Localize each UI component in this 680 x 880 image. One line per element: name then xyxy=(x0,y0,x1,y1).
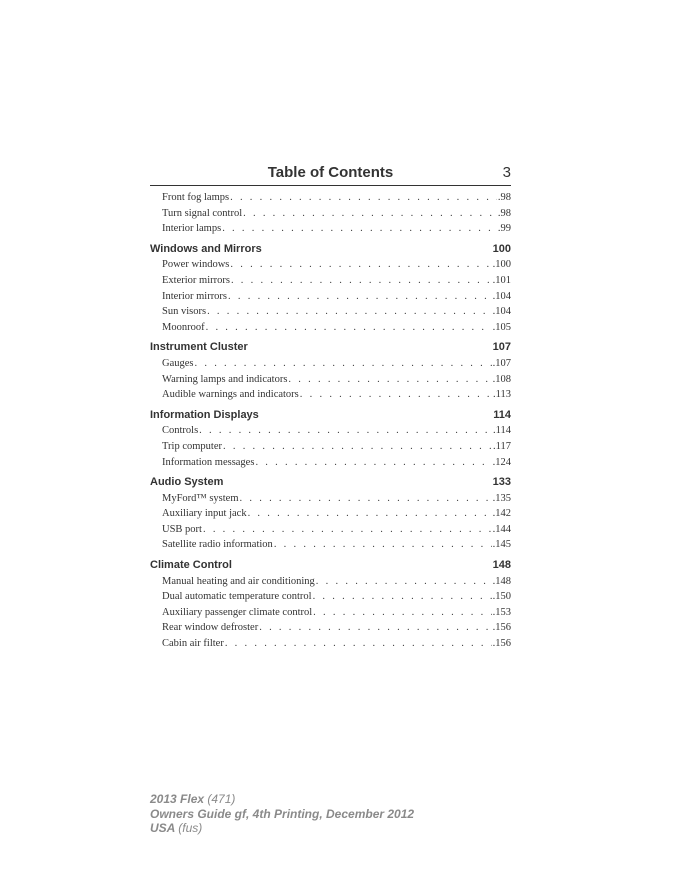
toc-entry-page: .104 xyxy=(492,290,511,302)
dot-leader xyxy=(288,372,491,388)
toc-entry-label: Trip computer xyxy=(162,440,222,452)
dot-leader xyxy=(240,491,492,507)
toc-entry-page: .117 xyxy=(493,440,511,452)
table-of-contents xyxy=(150,190,511,652)
section-page: 100 xyxy=(492,242,511,255)
toc-section-heading xyxy=(150,242,511,258)
toc-entry-label: Interior lamps xyxy=(162,223,222,235)
toc-entry-page: .135 xyxy=(492,492,511,504)
footer-model-code: (471) xyxy=(207,792,236,806)
dot-leader xyxy=(313,589,492,605)
toc-entry-page: .98 xyxy=(497,207,511,219)
toc-entry xyxy=(150,537,511,553)
section-title: Climate Control xyxy=(150,559,232,572)
toc-entry-label: USB port xyxy=(162,523,202,535)
toc-entry-page: .105 xyxy=(492,321,511,333)
toc-entry-label: Manual heating and air conditioning xyxy=(162,575,315,587)
dot-leader xyxy=(255,455,491,471)
toc-entry-label: Audible warnings and indicators xyxy=(162,389,299,401)
toc-entry-label: Moonroof xyxy=(162,321,205,333)
toc-entry-label: Sun visors xyxy=(162,306,207,318)
dot-leader xyxy=(300,387,492,403)
dot-leader xyxy=(274,537,492,553)
toc-entry xyxy=(150,356,511,372)
toc-entry-page: .150 xyxy=(492,591,511,603)
section-title: Instrument Cluster xyxy=(150,341,248,354)
dot-leader xyxy=(222,221,497,237)
dot-leader xyxy=(230,257,491,273)
toc-entry-page: .148 xyxy=(492,575,511,587)
toc-entry-page: .124 xyxy=(492,456,511,468)
document-footer xyxy=(150,792,414,836)
toc-entry-label: Gauges xyxy=(162,357,194,369)
section-title: Information Displays xyxy=(150,408,259,421)
toc-entry-label: Rear window defroster xyxy=(162,622,259,634)
toc-entry-label: Auxiliary input jack xyxy=(162,508,247,520)
toc-entry-page: .156 xyxy=(492,638,511,650)
toc-entry xyxy=(150,605,511,621)
toc-entry-page: .114 xyxy=(493,425,511,437)
toc-entry-label: Information messages xyxy=(162,456,255,468)
toc-section-heading xyxy=(150,475,511,491)
toc-entry xyxy=(150,574,511,590)
dot-leader xyxy=(207,304,492,320)
dot-leader xyxy=(248,506,492,522)
header-divider xyxy=(150,185,511,186)
page-title: Table of Contents xyxy=(267,164,394,181)
toc-entry-page: .108 xyxy=(492,373,511,385)
toc-section-heading xyxy=(150,408,511,424)
dot-leader xyxy=(313,605,491,621)
toc-entry-page: .145 xyxy=(492,539,511,551)
toc-entry-label: Exterior mirrors xyxy=(162,274,230,286)
toc-entry-label: Turn signal control xyxy=(162,207,243,219)
toc-entry-label: Controls xyxy=(162,425,199,437)
toc-entry-label: Interior mirrors xyxy=(162,290,228,302)
toc-entry-page: .98 xyxy=(497,192,511,203)
toc-entry xyxy=(150,522,511,538)
toc-entry-page: .104 xyxy=(492,306,511,318)
dot-leader xyxy=(199,423,492,439)
dot-leader xyxy=(230,190,497,206)
section-page: 107 xyxy=(492,341,511,354)
dot-leader xyxy=(259,620,491,636)
toc-entry-page: .113 xyxy=(493,389,511,401)
dot-leader xyxy=(203,522,492,538)
dot-leader xyxy=(225,636,492,652)
toc-entry-label: Power windows xyxy=(162,259,230,271)
footer-printing: Owners Guide gf, 4th Printing, December 2012 xyxy=(150,806,415,821)
toc-entry-label: Dual automatic temperature control xyxy=(162,591,312,603)
footer-region-code: (fus) xyxy=(178,821,203,835)
toc-entry xyxy=(150,206,511,222)
section-page: 133 xyxy=(492,476,511,489)
toc-entry-label: MyFord™ system xyxy=(162,492,239,504)
toc-entry xyxy=(150,257,511,273)
toc-entry-page: .101 xyxy=(492,274,511,286)
toc-entry xyxy=(150,273,511,289)
page-number: 3 xyxy=(502,164,511,181)
section-page: 114 xyxy=(493,408,511,421)
toc-entry xyxy=(150,589,511,605)
toc-entry xyxy=(150,221,511,237)
toc-entry xyxy=(150,439,511,455)
dot-leader xyxy=(206,320,492,336)
footer-line-model xyxy=(150,792,414,807)
page-header xyxy=(150,162,511,184)
footer-line-region xyxy=(150,821,414,836)
toc-entry-page: .107 xyxy=(492,357,511,369)
toc-entry-label: Cabin air filter xyxy=(162,638,224,650)
toc-entry-page: .144 xyxy=(492,523,511,535)
toc-entry-label: Warning lamps and indicators xyxy=(162,373,288,385)
toc-entry xyxy=(150,620,511,636)
dot-leader xyxy=(228,289,492,305)
footer-region: USA xyxy=(150,821,175,835)
dot-leader xyxy=(316,574,492,590)
toc-entry xyxy=(150,304,511,320)
toc-entry-label: Satellite radio information xyxy=(162,539,273,551)
toc-entry-page: .99 xyxy=(497,223,511,235)
toc-entry xyxy=(150,506,511,522)
dot-leader xyxy=(243,206,497,222)
footer-model: 2013 Flex xyxy=(150,792,205,806)
toc-entry xyxy=(150,455,511,471)
section-page: 148 xyxy=(492,559,511,572)
toc-entry-page: .100 xyxy=(492,259,511,271)
toc-entry xyxy=(150,423,511,439)
toc-entry xyxy=(150,372,511,388)
toc-entry-label: Auxiliary passenger climate control xyxy=(162,606,313,618)
toc-entry xyxy=(150,190,511,206)
toc-section-heading xyxy=(150,558,511,574)
dot-leader xyxy=(195,356,492,372)
toc-entry xyxy=(150,636,511,652)
section-title: Audio System xyxy=(150,476,224,489)
dot-leader xyxy=(223,439,492,455)
toc-entry xyxy=(150,289,511,305)
dot-leader xyxy=(231,273,492,289)
toc-entry xyxy=(150,320,511,336)
toc-entry-label: Front fog lamps xyxy=(162,192,230,203)
toc-entry-page: .153 xyxy=(492,606,511,618)
section-title: Windows and Mirrors xyxy=(150,242,262,255)
toc-entry xyxy=(150,491,511,507)
toc-section-heading xyxy=(150,340,511,356)
toc-entry-page: .142 xyxy=(492,508,511,520)
toc-entry xyxy=(150,387,511,403)
toc-entry-page: .156 xyxy=(492,622,511,634)
